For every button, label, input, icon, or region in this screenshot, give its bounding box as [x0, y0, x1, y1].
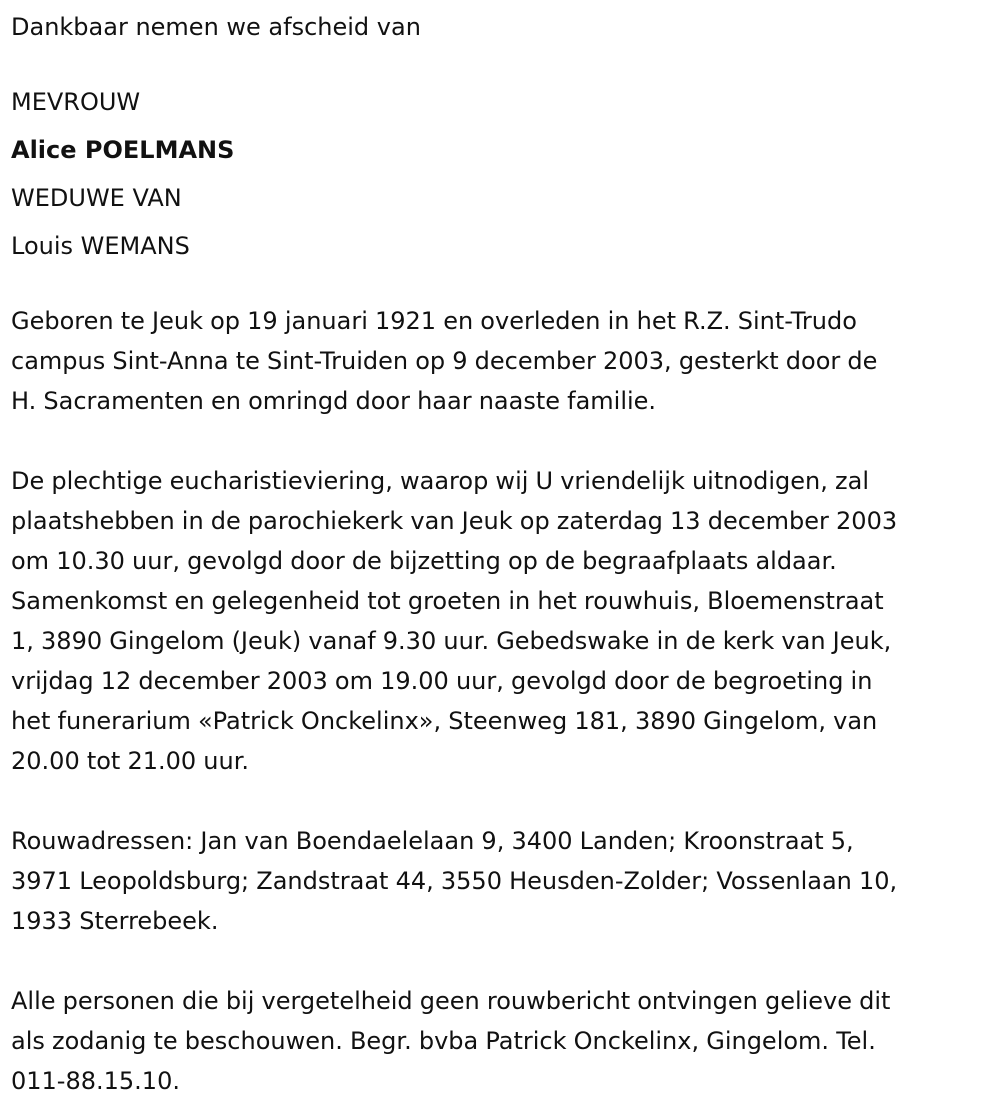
paragraph-line: Alle personen die bij vergetelheid geen rouwbericht ontvingen gelieve dit: [11, 987, 891, 1015]
paragraph-line: 20.00 tot 21.00 uur.: [11, 747, 250, 775]
paragraph-line: plaatshebben in de parochiekerk van Jeuk op zaterdag 13 december 2003: [11, 507, 898, 535]
paragraph-line: 011-88.15.10.: [11, 1067, 180, 1095]
spouse-name: Louis WEMANS: [11, 232, 190, 260]
spacer: [11, 421, 1000, 461]
paragraph-line: 1, 3890 Gingelom (Jeuk) vanaf 9.30 uur. Gebedswake in de kerk van Jeuk,: [11, 627, 892, 655]
honorific: MEVROUW: [11, 88, 141, 116]
birth-death-paragraph: [11, 301, 996, 421]
spacer: [11, 781, 1000, 821]
addresses-paragraph: [11, 821, 996, 941]
spacer: [11, 941, 1000, 981]
paragraph-line: Samenkomst en gelegenheid tot groeten in het rouwhuis, Bloemenstraat: [11, 587, 884, 615]
relation-text: WEDUWE VAN: [11, 184, 182, 212]
ceremony-paragraph: [11, 461, 996, 781]
deceased-name: Alice POELMANS: [11, 136, 235, 164]
paragraph-line: vrijdag 12 december 2003 om 19.00 uur, gevolgd door de begroeting in: [11, 667, 873, 695]
paragraph-line: Geboren te Jeuk op 19 januari 1921 en overleden in het R.Z. Sint-Trudo: [11, 307, 857, 335]
paragraph-line: Rouwadressen: Jan van Boendaelelaan 9, 3400 Landen; Kroonstraat 5,: [11, 827, 854, 855]
paragraph-line: De plechtige eucharistieviering, waarop wij U vriendelijk uitnodigen, zal: [11, 467, 869, 495]
paragraph-line: als zodanig te beschouwen. Begr. bvba Patrick Onckelinx, Gingelom. Tel.: [11, 1027, 876, 1055]
spacer: [11, 270, 1000, 301]
paragraph-line: campus Sint-Anna te Sint-Truiden op 9 december 2003, gesterkt door de: [11, 347, 878, 375]
paragraph-line: om 10.30 uur, gevolgd door de bijzetting op de begraafplaats aldaar.: [11, 547, 837, 575]
spacer: [11, 47, 1000, 78]
paragraph-line: 1933 Sterrebeek.: [11, 907, 219, 935]
intro-text: Dankbaar nemen we afscheid van: [11, 13, 421, 41]
paragraph-line: H. Sacramenten en omringd door haar naaste familie.: [11, 387, 657, 415]
paragraph-line: het funerarium «Patrick Onckelinx», Steenweg 181, 3890 Gingelom, van: [11, 707, 878, 735]
paragraph-line: 3971 Leopoldsburg; Zandstraat 44, 3550 Heusden-Zolder; Vossenlaan 10,: [11, 867, 898, 895]
closing-paragraph: [11, 981, 996, 1101]
